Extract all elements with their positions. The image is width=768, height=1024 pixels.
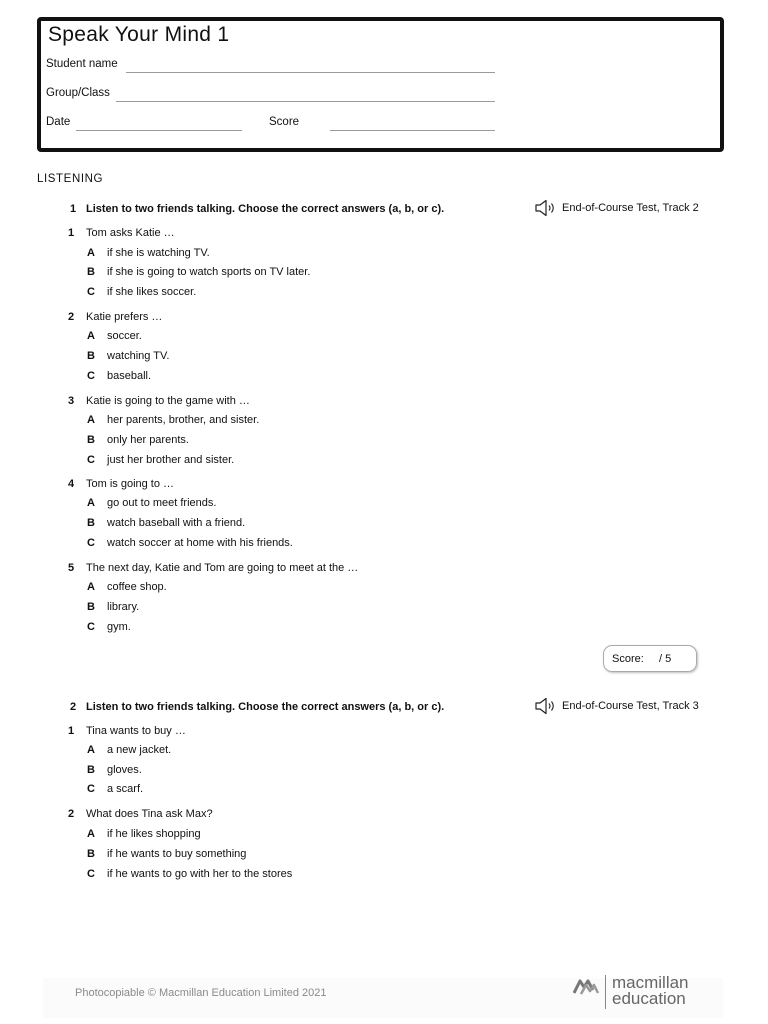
question-text: Tina wants to buy … bbox=[86, 725, 186, 737]
option-letter: A bbox=[87, 744, 95, 756]
option-text: watching TV. bbox=[107, 350, 170, 362]
option-letter: B bbox=[87, 517, 95, 529]
exercise-instruction-text: Listen to two friends talking. Choose the correct answers (a, b, or c). bbox=[86, 203, 445, 215]
option-text: soccer. bbox=[107, 330, 142, 342]
option-letter: B bbox=[87, 601, 95, 613]
track-label: End-of-Course Test, Track 3 bbox=[562, 700, 699, 712]
option-text: if he likes shopping bbox=[107, 828, 201, 840]
option-letter: C bbox=[87, 370, 95, 382]
option-letter: A bbox=[87, 497, 95, 509]
question-text: The next day, Katie and Tom are going to meet at the … bbox=[86, 562, 359, 574]
option-letter: B bbox=[87, 350, 95, 362]
option-letter: B bbox=[87, 848, 95, 860]
option-text: if he wants to go with her to the stores bbox=[107, 868, 293, 880]
score-label: Score bbox=[269, 116, 300, 128]
logo-divider bbox=[605, 975, 606, 1009]
option-letter: C bbox=[87, 621, 95, 633]
question-text: What does Tina ask Max? bbox=[86, 808, 213, 820]
option-text: if she likes soccer. bbox=[107, 286, 197, 298]
score-box-value: / 5 bbox=[659, 653, 672, 665]
group-class-label: Group/Class bbox=[46, 87, 110, 99]
option-text: if he wants to buy something bbox=[107, 848, 247, 860]
date-field[interactable] bbox=[76, 130, 242, 131]
question-text: Tom asks Katie … bbox=[86, 227, 175, 239]
page-footer bbox=[43, 973, 723, 1018]
date-label: Date bbox=[46, 116, 71, 128]
question-number: 1 bbox=[68, 725, 75, 737]
option-letter: B bbox=[87, 434, 95, 446]
page-title: Speak Your Mind 1 bbox=[48, 23, 230, 46]
option-text: a new jacket. bbox=[107, 744, 172, 756]
exercise-instruction-text: Listen to two friends talking. Choose the correct answers (a, b, or c). bbox=[86, 701, 445, 713]
option-text: watch soccer at home with his friends. bbox=[107, 537, 293, 549]
option-text: coffee shop. bbox=[107, 581, 167, 593]
option-text: a scarf. bbox=[107, 783, 144, 795]
question-number: 2 bbox=[68, 808, 75, 820]
option-letter: C bbox=[87, 454, 95, 466]
option-text: watch baseball with a friend. bbox=[107, 517, 246, 529]
option-letter: A bbox=[87, 581, 95, 593]
header-box bbox=[37, 17, 724, 152]
speaker-icon[interactable] bbox=[535, 697, 557, 715]
option-text: her parents, brother, and sister. bbox=[107, 414, 260, 426]
option-letter: B bbox=[87, 764, 95, 776]
option-text: gym. bbox=[107, 621, 131, 633]
score-field[interactable] bbox=[330, 130, 495, 131]
student-name-label: Student name bbox=[46, 58, 118, 70]
option-text: just her brother and sister. bbox=[107, 454, 235, 466]
logo-line-2: education bbox=[612, 989, 686, 1008]
logo-text bbox=[612, 975, 689, 1007]
option-letter: A bbox=[87, 414, 95, 426]
question-number: 4 bbox=[68, 478, 75, 490]
option-letter: A bbox=[87, 828, 95, 840]
question-number: 2 bbox=[68, 311, 75, 323]
exercise-number: 1 bbox=[70, 203, 77, 215]
option-text: go out to meet friends. bbox=[107, 497, 217, 509]
option-text: baseball. bbox=[107, 370, 152, 382]
option-letter: A bbox=[87, 330, 95, 342]
question-number: 1 bbox=[68, 227, 75, 239]
option-text: library. bbox=[107, 601, 140, 613]
option-letter: A bbox=[87, 247, 95, 259]
question-number: 3 bbox=[68, 395, 75, 407]
option-letter: C bbox=[87, 868, 95, 880]
option-text: gloves. bbox=[107, 764, 142, 776]
section-label: LISTENING bbox=[37, 173, 104, 185]
macmillan-logo-icon bbox=[573, 977, 599, 995]
speaker-icon[interactable] bbox=[535, 199, 557, 217]
score-box[interactable] bbox=[603, 645, 697, 672]
question-text: Tom is going to … bbox=[86, 478, 175, 490]
macmillan-logo bbox=[573, 975, 723, 1015]
option-letter: B bbox=[87, 266, 95, 278]
question-number: 5 bbox=[68, 562, 75, 574]
question-text: Katie is going to the game with … bbox=[86, 395, 250, 407]
score-box-label: Score: bbox=[612, 653, 644, 665]
option-text: only her parents. bbox=[107, 434, 189, 446]
option-letter: C bbox=[87, 537, 95, 549]
logo-line-1: macmillan bbox=[612, 973, 689, 992]
option-letter: C bbox=[87, 783, 95, 795]
question-text: Katie prefers … bbox=[86, 311, 163, 323]
track-label: End-of-Course Test, Track 2 bbox=[562, 202, 699, 214]
option-letter: C bbox=[87, 286, 95, 298]
option-text: if she is watching TV. bbox=[107, 247, 210, 259]
option-text: if she is going to watch sports on TV later. bbox=[107, 266, 311, 278]
exercise-number: 2 bbox=[70, 701, 77, 713]
copyright-text: Photocopiable © Macmillan Education Limited 2021 bbox=[75, 987, 327, 999]
group-class-field[interactable] bbox=[116, 101, 495, 102]
student-name-field[interactable] bbox=[126, 72, 495, 73]
